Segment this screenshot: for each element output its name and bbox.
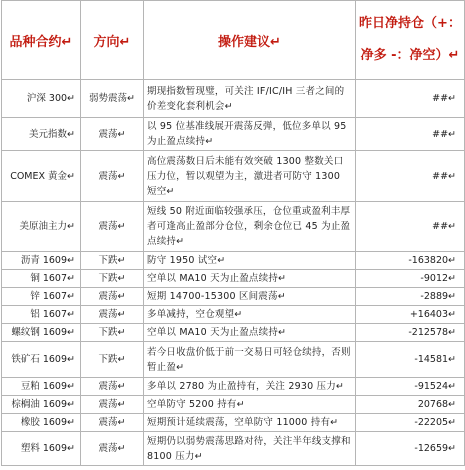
table-row [2,414,465,432]
advice-cell: 防守 1950 试空↵ [144,252,356,270]
advice-cell: 短期仍以弱势震荡思路对待，关注半年线支撑和 8100 压力↵ [144,432,356,466]
header-direction: 方向↵ [81,1,144,80]
position-cell: -9012↵ [356,270,465,288]
direction-cell: 弱势震荡↵ [81,80,144,118]
position-cell: -91524↵ [356,378,465,396]
position-cell: -12659↵ [356,432,465,466]
direction-cell: 下跌↵ [81,252,144,270]
table-row [2,378,465,396]
advice-cell: 高位震荡数日后未能有效突破 1300 整数关口压力位，暂以观望为主，激进者可防守 1300 短空↵ [144,151,356,202]
table-row [2,80,465,118]
table-row [2,151,465,202]
instrument-cell: 铝 1607↵ [2,306,81,324]
instrument-cell: 铁矿石 1609↵ [2,342,81,378]
direction-cell: 下跌↵ [81,342,144,378]
table-row [2,270,465,288]
direction-cell: 震荡↵ [81,151,144,202]
position-cell: -22205↵ [356,414,465,432]
direction-cell: 下跌↵ [81,324,144,342]
instrument-cell: COMEX 黄金↵ [2,151,81,202]
instrument-cell: 螺纹钢 1609↵ [2,324,81,342]
instrument-cell: 沥青 1609↵ [2,252,81,270]
position-cell: -2889↵ [356,288,465,306]
direction-cell: 震荡↵ [81,414,144,432]
table-header [2,1,465,80]
instrument-cell: 美元指数↵ [2,118,81,151]
position-cell: ##↵ [356,151,465,202]
advice-cell: 若今日收盘价低于前一交易日可轻仓续持，否则暂止盈↵ [144,342,356,378]
futures-advice-table [1,0,465,466]
direction-cell: 震荡↵ [81,202,144,252]
table-row [2,432,465,466]
advice-cell: 期现指数暂现璧，可关注 IF/IC/IH 三者之间的价差变化套利机会↵ [144,80,356,118]
direction-cell: 震荡↵ [81,378,144,396]
instrument-cell: 豆粕 1609↵ [2,378,81,396]
table-row [2,252,465,270]
table-row [2,396,465,414]
table-row [2,118,465,151]
table-row [2,288,465,306]
position-cell: ##↵ [356,80,465,118]
direction-cell: 下跌↵ [81,270,144,288]
position-cell: +16403↵ [356,306,465,324]
instrument-cell: 塑料 1609↵ [2,432,81,466]
advice-cell: 短期预计延续震荡，空单防守 11000 持有↵ [144,414,356,432]
position-cell: 20768↵ [356,396,465,414]
position-cell: ##↵ [356,118,465,151]
table-row [2,202,465,252]
instrument-cell: 橡胶 1609↵ [2,414,81,432]
table-row [2,342,465,378]
direction-cell: 震荡↵ [81,396,144,414]
instrument-cell: 棕榈油 1609↵ [2,396,81,414]
header-position-line1: 昨日净持仓（+： [359,16,461,31]
advice-cell: 短线 50 附近面临较强承压，仓位重或盈利丰厚者可逢高止盈部分仓位，剩余仓位已 45 为止盈点续持↵ [144,202,356,252]
header-advice: 操作建议↵ [144,1,356,80]
advice-cell: 多单以 2780 为止盈持有，关注 2930 压力↵ [144,378,356,396]
header-position [356,1,465,80]
table-body [2,80,465,466]
header-position-line2: 净多 -：净空）↵ [360,48,460,63]
advice-cell: 短期 14700-15300 区间震荡↵ [144,288,356,306]
advice-cell: 空单以 MA10 天为止盈点续持↵ [144,324,356,342]
advice-cell: 空单以 MA10 天为止盈点续持↵ [144,270,356,288]
position-cell: ##↵ [356,202,465,252]
position-cell: -212578↵ [356,324,465,342]
table-row [2,324,465,342]
position-cell: -163820↵ [356,252,465,270]
instrument-cell: 美原油主力↵ [2,202,81,252]
position-cell: -14581↵ [356,342,465,378]
advice-cell: 空单防守 5200 持有↵ [144,396,356,414]
advice-cell: 以 95 位基准线展开震荡反弹，低位多单以 95 为止盈点续持↵ [144,118,356,151]
header-instrument: 品种合约↵ [2,1,81,80]
instrument-cell: 锌 1607↵ [2,288,81,306]
instrument-cell: 沪深 300↵ [2,80,81,118]
direction-cell: 震荡↵ [81,432,144,466]
header-row [2,1,465,80]
direction-cell: 震荡↵ [81,118,144,151]
instrument-cell: 铜 1607↵ [2,270,81,288]
advice-cell: 多单减持，空仓观望↵ [144,306,356,324]
table-row [2,306,465,324]
direction-cell: 震荡↵ [81,306,144,324]
direction-cell: 震荡↵ [81,288,144,306]
